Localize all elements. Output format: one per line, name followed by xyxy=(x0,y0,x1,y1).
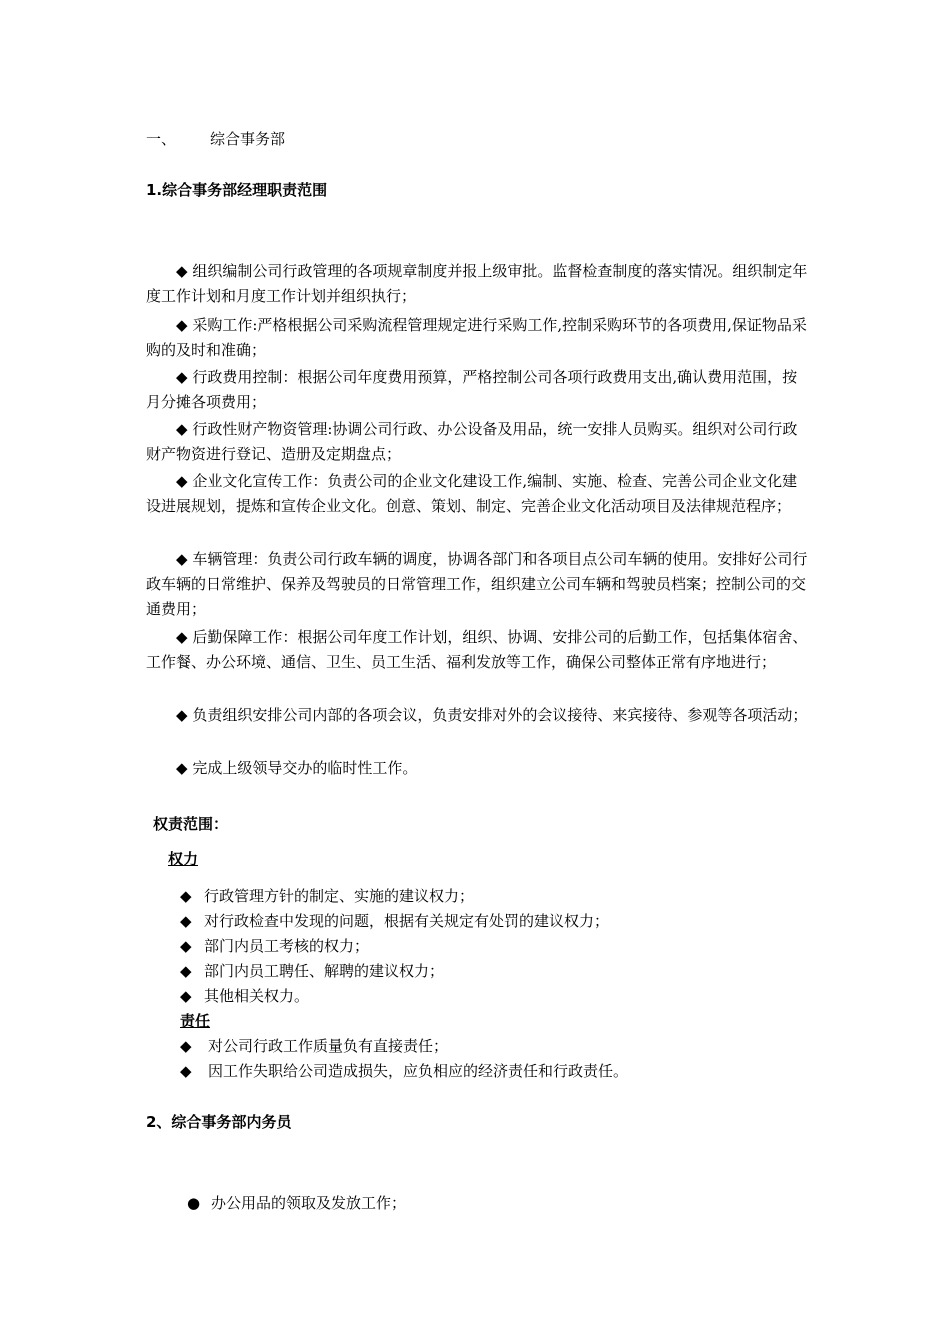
diamond-bullet-icon: ◆ xyxy=(180,912,192,930)
power-item xyxy=(180,984,309,1009)
power-text: 对行政检查中发现的问题，根据有关规定有处罚的建议权力； xyxy=(204,912,610,930)
responsibility-label xyxy=(180,1009,210,1034)
authority-heading: 权责范围： xyxy=(153,815,229,833)
circle-bullet-icon: ● xyxy=(187,1194,201,1212)
diamond-bullet-icon: ◆ xyxy=(176,316,188,334)
power-item xyxy=(180,909,609,934)
duty-item xyxy=(146,365,810,415)
section-label: 综合事务部 xyxy=(210,130,286,148)
diamond-bullet-icon: ◆ xyxy=(180,987,192,1005)
duty-text: 负责组织安排公司内部的各项会议，负责安排对外的会议接待、来宾接待、参观等各项活动； xyxy=(192,706,808,724)
clerk-heading: 2、综合事务部内务员 xyxy=(146,1113,292,1131)
diamond-bullet-icon: ◆ xyxy=(180,887,192,905)
diamond-bullet-icon: ◆ xyxy=(176,706,188,724)
section-title xyxy=(146,127,285,152)
clerk-duty-text: 办公用品的领取及发放工作； xyxy=(211,1194,407,1212)
duty-text: 行政性财产物资管理:协调公司行政、办公设备及用品，统一安排人员购买。组织对公司行政财产物资进行登记、造册及定期盘点； xyxy=(146,420,798,463)
diamond-bullet-icon: ◆ xyxy=(180,1062,192,1080)
power-label xyxy=(168,847,198,872)
duty-item xyxy=(146,469,810,519)
power-text: 其他相关权力。 xyxy=(204,987,310,1005)
power-item xyxy=(180,934,369,959)
diamond-bullet-icon: ◆ xyxy=(180,1037,192,1055)
duty-text: 完成上级领导交办的临时性工作。 xyxy=(192,759,418,777)
diamond-bullet-icon: ◆ xyxy=(176,759,188,777)
duty-text: 组织编制公司行政管理的各项规章制度并报上级审批。监督检查制度的落实情况。组织制定年度工作计划和月度工作计划并组织执行； xyxy=(146,262,808,305)
section-number: 一、 xyxy=(146,130,177,148)
duty-item xyxy=(146,259,810,309)
diamond-bullet-icon: ◆ xyxy=(176,472,188,490)
duty-item xyxy=(146,417,810,467)
diamond-bullet-icon: ◆ xyxy=(176,262,188,280)
duty-item xyxy=(146,313,810,363)
duty-item xyxy=(146,547,810,622)
duty-item xyxy=(146,703,810,728)
responsibility-item xyxy=(180,1034,448,1059)
diamond-bullet-icon: ◆ xyxy=(176,420,188,438)
duty-text: 企业文化宣传工作：负责公司的企业文化建设工作,编制、实施、检查、完善公司企业文化建设进展规划，提炼和宣传企业文化。创意、策划、制定、完善企业文化活动项目及法律规范程序； xyxy=(146,472,798,515)
diamond-bullet-icon: ◆ xyxy=(176,550,188,568)
power-text: 部门内员工聘任、解聘的建议权力； xyxy=(204,962,445,980)
responsibility-item xyxy=(180,1059,628,1084)
duty-item xyxy=(146,756,810,781)
diamond-bullet-icon: ◆ xyxy=(180,937,192,955)
power-label-text: 权力 xyxy=(168,850,199,868)
duty-text: 后勤保障工作：根据公司年度工作计划，组织、协调、安排公司的后勤工作，包括集体宿舍、工作餐、办公环境、通信、卫生、员工生活、福利发放等工作，确保公司整体正常有序地进行； xyxy=(146,628,808,671)
power-item xyxy=(180,959,444,984)
diamond-bullet-icon: ◆ xyxy=(176,368,188,386)
clerk-duty-item xyxy=(187,1191,406,1216)
responsibility-text: 因工作失职给公司造成损失，应负相应的经济责任和行政责任。 xyxy=(208,1062,629,1080)
power-text: 行政管理方针的制定、实施的建议权力； xyxy=(204,887,475,905)
power-text: 部门内员工考核的权力； xyxy=(204,937,370,955)
duty-item xyxy=(146,625,810,675)
responsibility-text: 对公司行政工作质量负有直接责任； xyxy=(208,1037,449,1055)
diamond-bullet-icon: ◆ xyxy=(180,962,192,980)
duty-text: 采购工作:严格根据公司采购流程管理规定进行采购工作,控制采购环节的各项费用,保证物品采购的及时和准确； xyxy=(146,316,807,359)
power-item xyxy=(180,884,474,909)
duty-text: 车辆管理：负责公司行政车辆的调度，协调各部门和各项目点公司车辆的使用。安排好公司行政车辆的日常维护、保养及驾驶员的日常管理工作，组织建立公司车辆和驾驶员档案；控制公司的交通费用； xyxy=(146,550,808,618)
duty-text: 行政费用控制：根据公司年度费用预算，严格控制公司各项行政费用支出,确认费用范围，按月分摊各项费用； xyxy=(146,368,798,411)
diamond-bullet-icon: ◆ xyxy=(176,628,188,646)
responsibility-label-text: 责任 xyxy=(180,1012,211,1030)
manager-heading: 1.综合事务部经理职责范围 xyxy=(146,181,328,199)
